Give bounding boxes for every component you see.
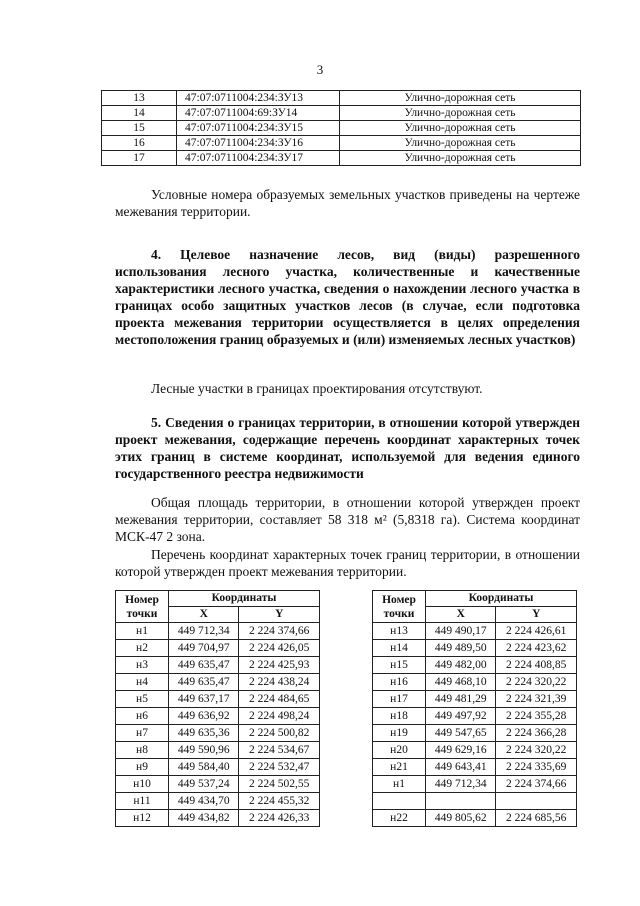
table-row [102,106,581,121]
table-cell-point: н13 [373,623,426,640]
table-cell-x: 449 637,17 [169,691,239,708]
table-cell-point: н5 [116,691,169,708]
table-cell-x: 449 497,92 [426,708,496,725]
total-area-paragraph: Общая площадь территории, в отношении которой утвержден проект межевания территории, составляет 58 318 м² (5,8318 га). Система координат МСК-47 2 зона. [115,495,580,544]
table-cell-y: 2 224 374,66 [496,776,577,793]
table-cell-x: 449 490,17 [426,623,496,640]
table-row [116,691,320,708]
table-cell-point: н22 [373,810,426,827]
table-cell-num: 15 [102,121,177,136]
table-cell-use: Улично-дорожная сеть [340,121,581,136]
table-cell-x: 449 482,00 [426,657,496,674]
coordinates-table-left [115,590,320,827]
x-header: X [426,607,496,623]
table-cell-use: Улично-дорожная сеть [340,151,581,166]
table-cell-x: 449 635,47 [169,674,239,691]
table-cell-y: 2 224 320,22 [496,674,577,691]
table-row [116,725,320,742]
table-cell-use: Улично-дорожная сеть [340,106,581,121]
coordinates-list-paragraph: Перечень координат характерных точек границ территории, в отношении которой утвержден проект межевания территории. [115,547,580,579]
forest-plots-paragraph: Лесные участки в границах проектирования отсутствуют. [151,381,483,396]
table-row [373,793,577,810]
table-cell-y: 2 224 455,32 [239,793,320,810]
table-cell-cadastral: 47:07:0711004:69:ЗУ14 [177,106,340,121]
table-cell-x [426,793,496,810]
table-cell-y [496,793,577,810]
table-cell-point: н14 [373,640,426,657]
section-5-heading: 5. Сведения о границах территории, в отношении которой утвержден проект межевания, содержащие перечень координат характерных точек этих границ в системе координат, используемой для ведения единого государственного реестра недвижимости [115,415,580,481]
point-number-header: Номер точки [116,591,169,623]
parcels-table-body [102,91,581,166]
coordinates-table-right-body [373,623,577,827]
table-cell-x: 449 712,34 [169,623,239,640]
table-cell-num: 16 [102,136,177,151]
coordinates-header: Координаты [169,591,320,607]
table-row [373,691,577,708]
table-cell-cadastral: 47:07:0711004:234:ЗУ15 [177,121,340,136]
table-row [116,623,320,640]
table-cell-cadastral: 47:07:0711004:234:ЗУ16 [177,136,340,151]
table-row [373,674,577,691]
table-cell-x: 449 584,40 [169,759,239,776]
table-row [116,776,320,793]
table-cell-y: 2 224 425,93 [239,657,320,674]
table-cell-num: 14 [102,106,177,121]
table-cell-y: 2 224 408,85 [496,657,577,674]
table-cell-y: 2 224 500,82 [239,725,320,742]
table-cell-point: н9 [116,759,169,776]
table-cell-point: н12 [116,810,169,827]
table-cell-point: н15 [373,657,426,674]
parcels-table [101,90,581,166]
table-cell-x: 449 635,47 [169,657,239,674]
table-cell-y: 2 224 498,24 [239,708,320,725]
table-cell-y: 2 224 685,56 [496,810,577,827]
table-cell-x: 449 537,24 [169,776,239,793]
table-row [373,623,577,640]
table-cell-num: 13 [102,91,177,106]
table-row [373,640,577,657]
table-cell-y: 2 224 532,47 [239,759,320,776]
table-cell-point: н1 [373,776,426,793]
table-row [102,121,581,136]
table-cell-y: 2 224 355,28 [496,708,577,725]
table-cell-x: 449 636,92 [169,708,239,725]
coordinates-table-left-body [116,623,320,827]
table-cell-x: 449 434,70 [169,793,239,810]
table-cell-y: 2 224 374,66 [239,623,320,640]
table-row [102,136,581,151]
table-row [373,657,577,674]
table-row [116,640,320,657]
table-cell-point: н11 [116,793,169,810]
table-cell-point: н21 [373,759,426,776]
page-number: 3 [316,62,324,77]
table-cell-point: н6 [116,708,169,725]
table-cell-x: 449 468,10 [426,674,496,691]
table-cell-point: н7 [116,725,169,742]
table-cell-x: 449 590,96 [169,742,239,759]
table-cell-y: 2 224 438,24 [239,674,320,691]
table-row [373,776,577,793]
table-row [373,708,577,725]
table-cell-use: Улично-дорожная сеть [340,136,581,151]
table-cell-point: н1 [116,623,169,640]
table-cell-y: 2 224 502,55 [239,776,320,793]
table-row [116,708,320,725]
table-cell-point: н8 [116,742,169,759]
table-row [116,810,320,827]
conditional-numbers-paragraph: Условные номера образуемых земельных участков приведены на чертеже межевания территории. [115,187,580,219]
table-cell-point: н17 [373,691,426,708]
y-header: Y [496,607,577,623]
table-cell-point: н2 [116,640,169,657]
table-cell-point: н20 [373,742,426,759]
table-cell-y: 2 224 321,39 [496,691,577,708]
table-cell-point: н10 [116,776,169,793]
table-cell-point: н18 [373,708,426,725]
table-cell-y: 2 224 366,28 [496,725,577,742]
table-cell-y: 2 224 426,05 [239,640,320,657]
table-row [102,91,581,106]
coordinates-table-right [372,590,577,827]
table-cell-point: н19 [373,725,426,742]
table-cell-y: 2 224 423,62 [496,640,577,657]
table-cell-cadastral: 47:07:0711004:234:ЗУ17 [177,151,340,166]
table-cell-cadastral: 47:07:0711004:234:ЗУ13 [177,91,340,106]
table-row [116,742,320,759]
point-number-header: Номер точки [373,591,426,623]
table-cell-y: 2 224 426,33 [239,810,320,827]
table-cell-y: 2 224 426,61 [496,623,577,640]
table-row [373,742,577,759]
table-cell-y: 2 224 534,67 [239,742,320,759]
table-cell-point: н3 [116,657,169,674]
table-cell-x: 449 434,82 [169,810,239,827]
table-cell-x: 449 547,65 [426,725,496,742]
y-header: Y [239,607,320,623]
table-cell-x: 449 489,50 [426,640,496,657]
table-row [116,657,320,674]
table-row [102,151,581,166]
table-cell-x: 449 712,34 [426,776,496,793]
table-row [373,810,577,827]
table-row [373,759,577,776]
table-row [116,793,320,810]
table-cell-y: 2 224 320,22 [496,742,577,759]
table-row [373,725,577,742]
table-cell-use: Улично-дорожная сеть [340,91,581,106]
x-header: X [169,607,239,623]
table-cell-x: 449 643,41 [426,759,496,776]
table-cell-x: 449 704,97 [169,640,239,657]
table-cell-point [373,793,426,810]
table-row [116,674,320,691]
section-4-heading: 4. Целевое назначение лесов, вид (виды) разрешенного использования лесного участка, количественные и качественные характеристики лесного участка, сведения о нахождении лесного участка в границах особо защитных участков лесов (в случае, если подготовка проекта межевания территории осуществляется в целях определения местоположения границ образуемых и (или) изменяемых лесных участков) [115,247,580,347]
table-cell-x: 449 805,62 [426,810,496,827]
coordinates-header: Координаты [426,591,577,607]
table-cell-point: н16 [373,674,426,691]
table-cell-y: 2 224 484,65 [239,691,320,708]
table-row [116,759,320,776]
table-cell-x: 449 629,16 [426,742,496,759]
table-cell-x: 449 635,36 [169,725,239,742]
table-cell-y: 2 224 335,69 [496,759,577,776]
table-cell-x: 449 481,29 [426,691,496,708]
table-cell-num: 17 [102,151,177,166]
table-cell-point: н4 [116,674,169,691]
